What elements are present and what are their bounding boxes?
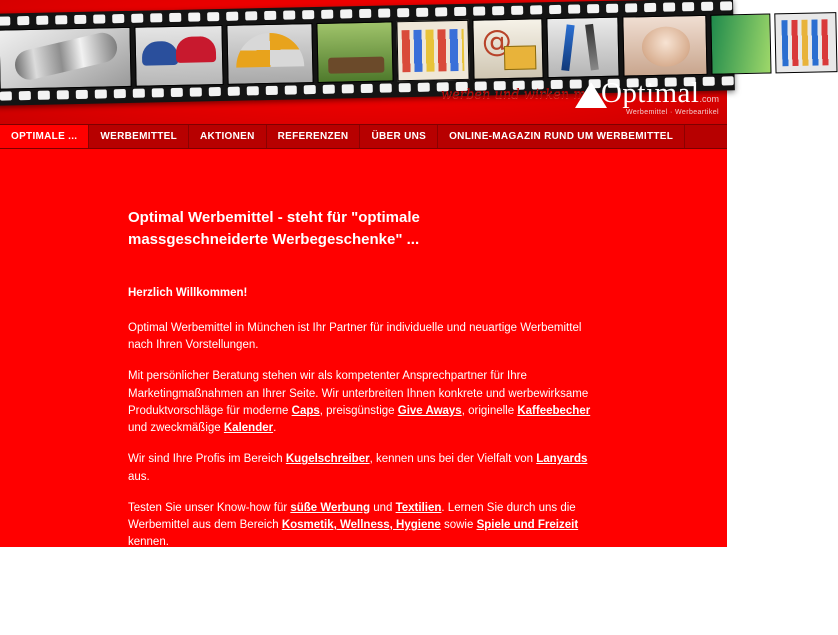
content-link[interactable]: Caps — [291, 404, 320, 417]
content-link[interactable]: Kosmetik, Wellness, Hygiene — [281, 519, 441, 531]
paragraph-text: , kennen uns bei der Vielfalt von — [369, 453, 537, 466]
nav-item-optimale[interactable]: OPTIMALE ... — [0, 125, 89, 148]
nav-item-referenzen[interactable]: REFERENZEN — [267, 125, 361, 148]
paragraph-text: . — [273, 422, 277, 434]
content-link[interactable]: Spiele und Freizeit — [476, 519, 579, 531]
content-link[interactable]: süße Werbung — [290, 501, 371, 514]
content-region — [0, 149, 727, 632]
nav-item-werbemittel[interactable]: WERBEMITTEL — [89, 125, 189, 148]
site-header-banner — [0, 0, 727, 124]
body-paragraph — [128, 566, 608, 635]
nav-item-aktionen[interactable]: AKTIONEN — [189, 125, 267, 148]
page-title: Optimal Werbemittel - steht für "optimale massgeschneiderte Werbegeschenke" ... — [128, 209, 420, 248]
product-photo-caps — [134, 25, 223, 87]
product-photo-green-bag — [710, 13, 771, 74]
paragraph-text: , mit deren Einsatz Sie Ihre Kundengewinnung und Kundenbindung, Ihren Bekanntheitsgrad und Ihre Imageprägung — [128, 584, 584, 632]
content-link[interactable]: Werben und Wachsen — [420, 567, 541, 580]
body-paragraphs — [128, 320, 608, 635]
paragraph-text: Testen Sie unser Know-how für — [128, 501, 291, 514]
paragraph-text: Mit persönlicher Beratung stehen wir als kompetenter Ansprechpartner für Ihre Marketingmaßnahmen an Ihrer Seite. Wir unterbreiten Ihnen konkrete und werbewirksame Produktvorschläge für moderne — [128, 370, 589, 417]
banner-slogan: werben und wirken mit — [440, 87, 595, 102]
paragraph-text: , originelle — [461, 404, 518, 417]
logo-wordmark: Optimal — [600, 77, 700, 109]
paragraph-text: sowie — [440, 519, 477, 531]
main-navigation — [0, 124, 727, 149]
nav-item-online-magazin[interactable]: ONLINE-MAGAZIN RUND UM WERBEMITTEL — [438, 125, 685, 148]
logo-subtitle: Werbemittel · Werbeartikel — [626, 109, 719, 116]
logo-tld: .com — [699, 94, 719, 104]
content-link[interactable]: Kalender — [223, 422, 274, 434]
paragraph-text: . Lernen Sie durch uns die Werbemittel aus dem Bereich — [128, 501, 576, 531]
paragraph-text: Gerne präsentieren wir Ihnen die neuartigen Werbemittel — [128, 567, 421, 580]
content-link[interactable]: Give Aways — [397, 404, 462, 417]
paragraph-text: , preisgünstige — [319, 404, 398, 417]
product-photo-email-mug — [472, 18, 543, 79]
body-paragraph — [128, 500, 608, 552]
body-paragraph — [128, 368, 608, 437]
content-link[interactable]: Kaffeebecher — [517, 404, 591, 417]
paragraph-text: und — [370, 501, 396, 514]
paragraph-text: Optimal Werbemittel in München ist Ihr Partner für individuelle und neuartige Werbemittel nach Ihren Vorstellungen. — [128, 321, 582, 351]
paragraph-text: Wir sind Ihre Profis im Bereich — [128, 453, 286, 466]
nav-item-ueber-uns[interactable]: ÜBER UNS — [360, 125, 438, 148]
content-link[interactable]: Lanyards — [536, 453, 588, 466]
paragraph-text: . Wir bieten Ihnen sowohl hochwertige Werbeartikel als auch preisgünstige — [128, 567, 599, 597]
content-link[interactable]: Kugelschreiber — [285, 453, 370, 466]
content-link[interactable]: Textilien — [395, 501, 442, 514]
product-photo-corkscrew — [0, 27, 132, 90]
product-photo-pens — [546, 17, 619, 78]
product-photo-wellness — [622, 15, 707, 77]
paragraph-text: kennen. — [128, 536, 169, 549]
product-photo-stripes — [774, 12, 837, 73]
body-paragraph — [128, 320, 608, 355]
content-link[interactable]: Streuartikel — [449, 584, 513, 597]
product-photo-colored-pencils — [396, 20, 469, 81]
main-content-column — [96, 149, 630, 632]
site-logo[interactable] — [575, 79, 719, 116]
product-photo-umbrella — [226, 23, 313, 85]
body-paragraph — [128, 451, 608, 486]
product-photo-outdoor — [316, 21, 393, 83]
paragraph-text: und zweckmäßige — [128, 422, 224, 434]
welcome-text: Herzlich Willkommen! — [128, 286, 248, 299]
paragraph-text: aus. — [128, 470, 150, 483]
